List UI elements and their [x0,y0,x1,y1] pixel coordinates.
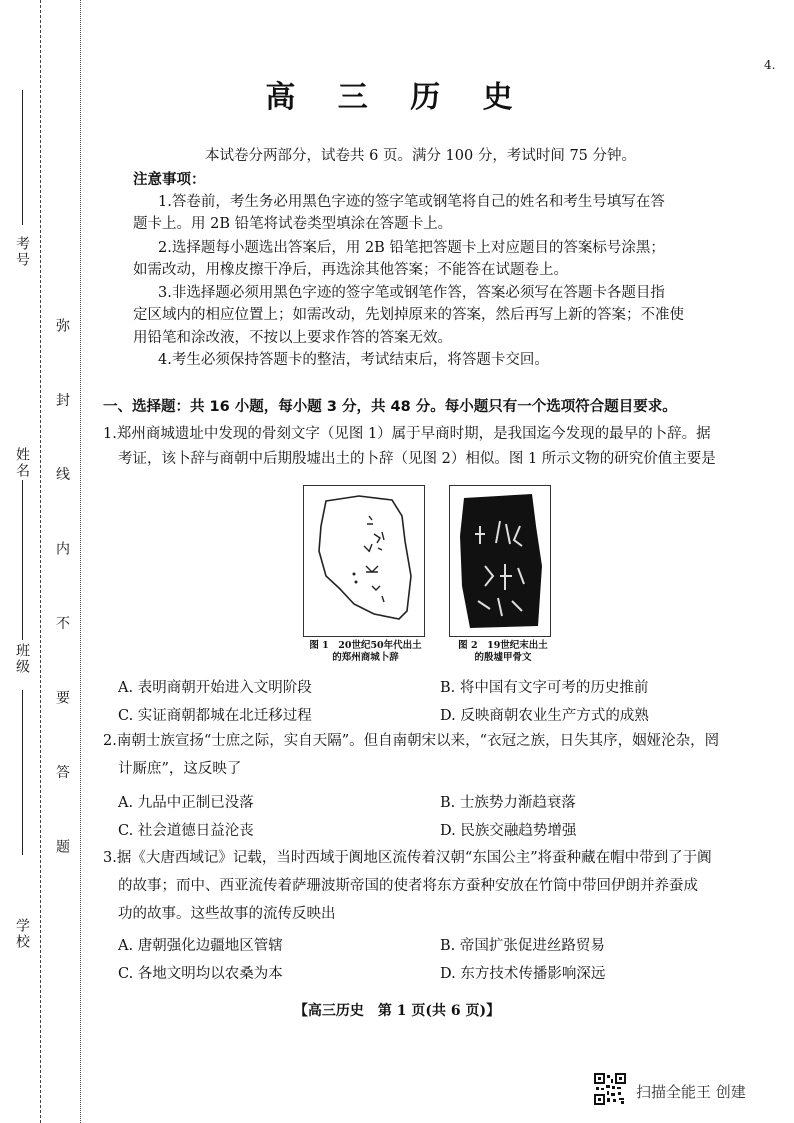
scanner-label: 扫描全能王 创建 [636,1083,746,1101]
q1-option-a: A. 表明商朝开始进入文明阶段 [118,680,312,696]
notice-line: 用铅笔和涂改液，不按以上要求作答的答案无效。 [133,330,452,346]
figure-1-image [303,485,425,637]
notice-line: 3.非选择题必须用黑色字迹的签字笔或钢笔作答，答案必须写在答题卡各题目指 [158,285,665,301]
margin-dashed-line [40,0,41,1123]
seal-warning-text: 弥 封 线 内 不 要 答 题 [54,318,70,882]
figure-1-caption [298,640,433,664]
q1-option-b: B. 将中国有文字可考的历史推前 [440,680,649,696]
section-heading: 一、选择题：共 16 小题，每小题 3 分，共 48 分。每小题只有一个选项符合题目要求。 [103,399,677,415]
exam-intro: 本试卷分两部分，试卷共 6 页。满分 100 分，考试时间 75 分钟。 [205,148,637,164]
class-label: 班级 [14,643,30,675]
question-2-stem: 计厮庶”，这反映了 [118,761,242,777]
figure-1-caption-line: 的郑州商城卜辞 [332,652,399,663]
notice-line: 如需改动，用橡皮擦干净后，再选涂其他答案；不能答在试题卷上。 [133,262,568,278]
notice-heading: 注意事项： [133,172,206,188]
question-3-stem: 的故事；而中、西亚流传着萨珊波斯帝国的使者将东方蚕种安放在竹筒中带回伊朗并养蚕成 [118,878,698,894]
page-title: 高 三 历 史 [265,80,529,115]
q3-option-d: D. 东方技术传播影响深远 [440,966,606,982]
q2-option-a: A. 九品中正制已没落 [118,795,254,811]
question-1-stem: 考证，该卜辞与商朝中后期殷墟出土的卜辞（见图 2）相似。图 1 所示文物的研究价值主要是 [118,451,716,467]
page-footer: 【高三历史 第 1 页(共 6 页)】 [293,1003,501,1019]
q3-option-c: C. 各地文明均以农桑为本 [118,966,283,982]
qr-code-icon [594,1073,626,1105]
question-3-stem: 3.据《大唐西域记》记载，当时西域于阗地区流传着汉朝“东国公主”将蚕种藏在帽中带到了于阗 [103,850,712,866]
notice-line: 定区域内的相应位置上；如需改动，先划掉原来的答案，然后再写上新的答案；不准使 [133,307,684,323]
notice-line: 4.考生必须保持答题卡的整洁，考试结束后，将答题卡交回。 [158,352,549,368]
name-field[interactable] [22,480,23,640]
q2-option-c: C. 社会道德日益沦丧 [118,823,254,839]
q2-option-d: D. 民族交融趋势增强 [440,823,577,839]
margin-dotted-line [80,0,81,1123]
q3-option-a: A. 唐朝强化边疆地区管辖 [118,938,283,954]
notice-line: 2.选择题每小题选出答案后，用 2B 铅笔把答题卡上对应题目的答案标号涂黑； [158,240,665,256]
question-1-stem: 1.郑州商城遗址中发现的骨刻文字（见图 1）属于早商时期，是我国迄今发现的最早的卜辞。据 [103,426,711,442]
question-2-stem: 2.南朝士族宣扬“士庶之际，实自天隔”。但自南朝宋以来，“衣冠之族，日失其序，姻娅沦杂，罔 [103,733,720,749]
exam-number-label: 考号 [14,236,30,268]
school-label: 学校 [14,918,30,950]
figure-2-caption [448,640,558,664]
q1-option-d: D. 反映商朝农业生产方式的成熟 [440,708,649,724]
figure-2-caption-line: 图 2 19世纪末出土 [458,640,548,651]
oracle-bone-fragment-drawing [304,486,424,636]
q1-option-c: C. 实证商朝都城在北迁移过程 [118,708,312,724]
figure-1-caption-line: 图 1 20世纪50年代出土 [309,640,422,651]
name-label: 姓名 [14,447,30,479]
q3-option-b: B. 帝国扩张促进丝路贸易 [440,938,605,954]
oracle-bone-rubbing-drawing [450,486,550,636]
figure-2-caption-line: 的殷墟甲骨文 [474,652,532,663]
class-field[interactable] [22,690,23,855]
notice-line: 1.答卷前，考生务必用黑色字迹的签字笔或钢笔将自己的姓名和考生号填写在答 [158,194,665,210]
notice-line: 题卡上。用 2B 铅笔将试卷类型填涂在答题卡上。 [133,216,453,232]
figure-2-image [449,485,551,637]
q2-option-b: B. 士族势力渐趋衰落 [440,795,576,811]
page-corner-mark: 4. [764,58,776,72]
question-3-stem: 功的故事。这些故事的流传反映出 [118,906,336,922]
